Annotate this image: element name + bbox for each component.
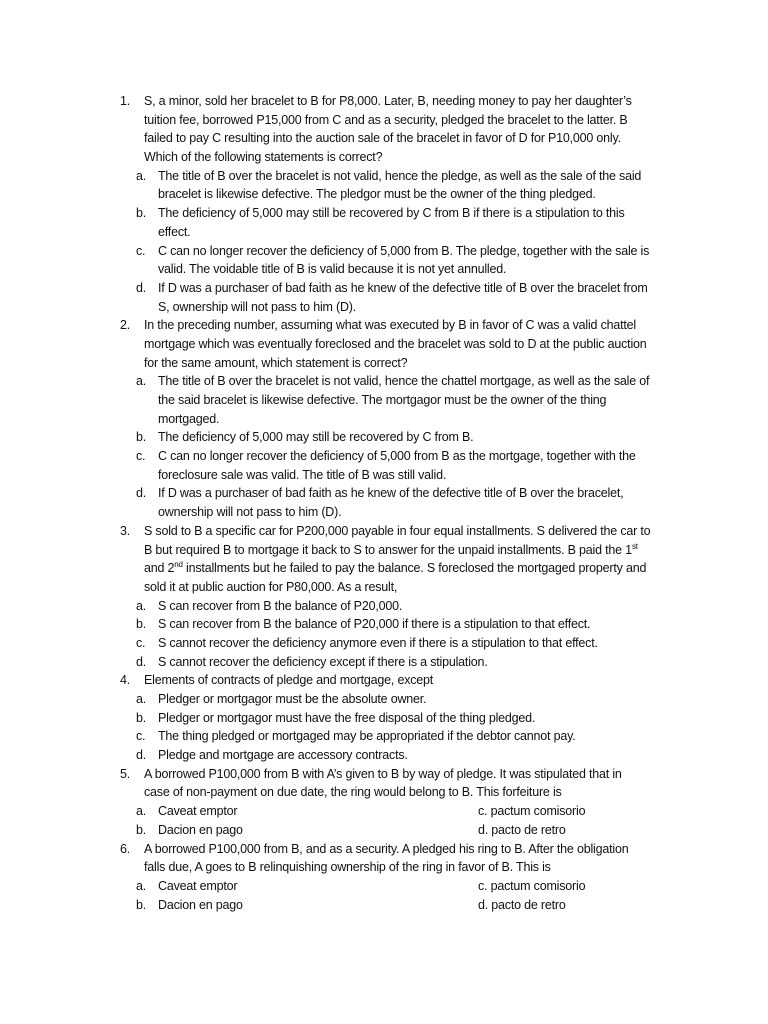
option-letter: c. [136, 449, 146, 464]
option-letter: d. [136, 486, 147, 501]
option-letter: a. [136, 692, 147, 706]
question-stem-line: and 2nd installments but he failed to pay the balance. S foreclosed the mortgaged property and [144, 560, 647, 576]
answer-option-a: a. The title of B over the bracelet is not valid, hence the pledge, as well as the sale of the said bracelet is likewise defective. The pledgor must be the owner of the thing pledged. [136, 168, 642, 202]
answer-option-b: b. Pledger or mortgagor must have the free disposal of the thing pledged. [120, 709, 680, 728]
question-6 [120, 840, 680, 915]
answer-option-a: a. S can recover from B the balance of P20,000. [120, 597, 680, 616]
question-stem-line: B but required B to mortgage it back to S to answer for the unpaid installments. B paid the 1st [144, 541, 638, 557]
question-stem-line: for the same amount, which statement is correct? [144, 355, 408, 370]
question-number: 4. [120, 673, 131, 688]
answer-option-b: b. S can recover from B the balance of P20,000 if there is a stipulation to that effect. [120, 615, 680, 634]
option-letter: b. [136, 617, 147, 632]
question-number: 2. [120, 318, 131, 333]
answer-option-a: a. Pledger or mortgagor must be the absolute owner. [120, 690, 680, 709]
option-letter: c. [136, 243, 146, 258]
answer-option-c: c. The thing pledged or mortgaged may be appropriated if the debtor cannot pay. [120, 727, 680, 746]
option-letter: d. [136, 748, 147, 763]
question-number: 3. [120, 523, 131, 538]
question-stem-line: 1. S, a minor, sold her bracelet to B for P8,000. Later, B, needing money to pay her daughter’s [120, 92, 680, 111]
question-stem-line: 2. In the preceding number, assuming what was executed by B in favor of C was a valid chattel [120, 316, 680, 335]
answer-option-d: d. pacto de retro [478, 822, 566, 837]
option-letter: a. [136, 804, 147, 819]
answer-option-b: b. The deficiency of 5,000 may still be recovered by C from B if there is a stipulation to this effect. [136, 206, 625, 239]
answer-option-c: c. pactum comisorio [478, 804, 586, 819]
question-list [120, 92, 680, 914]
option-letter: b. [136, 206, 147, 221]
option-letter: d. [136, 280, 147, 295]
question-2 [120, 316, 680, 522]
question-number: 6. [120, 841, 131, 856]
answer-option-c: c. S cannot recover the deficiency anymore even if there is a stipulation to that effect. [120, 634, 680, 653]
answer-option-b: b. Dacion en pago [120, 896, 680, 915]
question-3 [120, 522, 680, 672]
option-letter: a. [136, 168, 147, 183]
question-stem-line: Which of the following statements is correct? [144, 150, 383, 165]
option-letter: c. [136, 729, 146, 744]
question-number: 5. [120, 766, 131, 781]
option-letter: a. [136, 374, 147, 389]
question-1 [120, 92, 680, 316]
answer-option-d: d. pacto de retro [478, 897, 566, 912]
option-letter: d. [136, 654, 147, 669]
option-letter: a. [136, 598, 147, 613]
option-letter: b. [136, 822, 147, 837]
ordinal-suffix: nd [174, 560, 183, 570]
answer-option-row [120, 802, 680, 821]
question-stem-line: sold it at public auction for P80,000. As a result, [144, 579, 398, 594]
option-letter: c. [136, 635, 146, 650]
option-letter: b. [136, 897, 147, 912]
question-stem-line: 5. A borrowed P100,000 from B with A’s given to B by way of pledge. It was stipulated that in [120, 765, 680, 784]
answer-option-b: b. The deficiency of 5,000 may still be recovered by C from B. [120, 428, 680, 447]
answer-option-c: c. pactum comisorio [478, 878, 586, 893]
answer-option-c: c. C can no longer recover the deficiency of 5,000 from B as the mortgage, together with the foreclosure sale was valid. The title of B was still valid. [136, 449, 636, 482]
question-stem-line: mortgage which was eventually foreclosed and the bracelet was sold to D at the public auction [144, 336, 647, 351]
answer-option-row [120, 821, 680, 840]
option-letter: b. [136, 710, 147, 725]
question-stem-line: 4. Elements of contracts of pledge and mortgage, except [120, 671, 680, 690]
question-number: 1. [120, 94, 131, 108]
answer-option-d: d. If D was a purchaser of bad faith as he knew of the defective title of B over the bracelet, ownership will not pass to him (D). [136, 486, 624, 520]
answer-option-a: a. Caveat emptor [120, 877, 680, 896]
answer-option-b: b. Dacion en pago [120, 821, 680, 840]
question-stem-line: case of non-payment on due date, the ring would belong to B. This forfeiture is [144, 785, 562, 800]
question-stem-line: 3. S sold to B a specific car for P200,000 payable in four equal installments. S delivered the car to [120, 522, 680, 541]
answer-option-c: c. C can no longer recover the deficiency of 5,000 from B. The pledge, together with the sale is valid. The voidable title of B is valid because it is not yet annulled. [136, 243, 650, 277]
question-stem-line: 6. A borrowed P100,000 from B, and as a security. A pledged his ring to B. After the obligation [120, 840, 680, 859]
answer-option-d: d. If D was a purchaser of bad faith as he knew of the defective title of B over the bracelet from S, ownership will not pass to him (D). [136, 280, 648, 314]
answer-option-row [120, 877, 680, 896]
question-stem-line: falls due, A goes to B relinquishing ownership of the ring in favor of B. This is [144, 860, 551, 875]
question-stem-line: tuition fee, borrowed P15,000 from C and as a security, pledged the bracelet to the latter. B [144, 112, 628, 127]
answer-option-a: a. Caveat emptor [120, 802, 680, 821]
question-4 [120, 671, 680, 764]
answer-option-a: a. The title of B over the bracelet is not valid, hence the chattel mortgage, as well as the sale of the said bracelet is likewise defective. The mortgagor must be the owner of the thing mortgaged. [136, 374, 650, 426]
option-letter: a. [136, 878, 147, 893]
question-stem-line: failed to pay C resulting into the auction sale of the bracelet in favor of D for P10,000 only. [144, 131, 621, 146]
question-5 [120, 765, 680, 840]
answer-option-d: d. S cannot recover the deficiency except if there is a stipulation. [120, 653, 680, 672]
answer-option-d: d. Pledge and mortgage are accessory contracts. [120, 746, 680, 765]
answer-option-row [120, 896, 680, 915]
ordinal-suffix: st [631, 541, 638, 551]
option-letter: b. [136, 430, 147, 445]
